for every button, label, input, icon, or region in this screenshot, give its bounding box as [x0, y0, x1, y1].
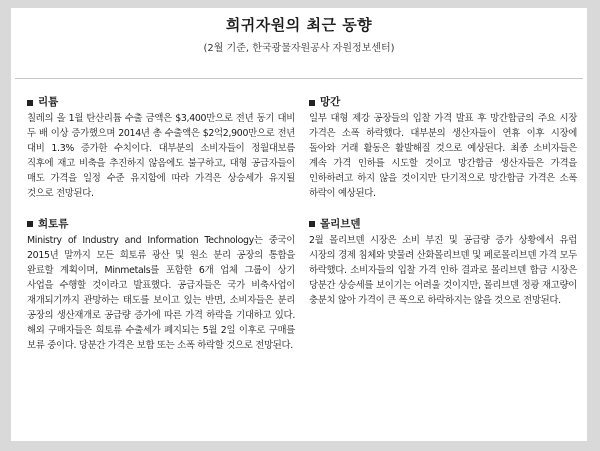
square-bullet-icon [309, 221, 315, 227]
section-title-text: 희토류 [38, 217, 69, 230]
section-body: 칠레의 올 1월 탄산리튬 수출 금액은 $3,400만으로 전년 동기 대비 두 배 이상 증가했으며 2014년 총 수출액은 $2억2,900만으로 전년 대비 1.3% 증가한 수치이다. 대부분의 소비자들이 정월대보름 직후에 재고 비축을 추진하지 않음에도 불구하고, 대형 공급자들이 매도 가격을 일정 수준 유지함에 따라 가격은 상승세가 유지될 것으로 전망된다. [27, 113, 295, 200]
section-body: Ministry of Industry and Information Technology는 중국이 2015년 말까지 모든 희토류 광산 및 원소 분리 공장의 통합을 완료할 계획이며, Minmetals를 포함한 6개 업체 그룹이 상기 사업을 수행할 것이라고 발표했다. 공급자들은 국가 비축사업이 재개되기까지 관망하는 태도를 보이고 있는 반면, 소비자들은 분리 공장의 생산재개로 공급량 증가에 따른 가격 하락을 기대하고 있다. 해외 구매자들은 희토류 수출세가 폐지되는 5월 2일 이후로 구매를 보류 중이다. 당분간 가격은 보합 또는 소폭 하락할 것으로 전망된다. [27, 234, 295, 352]
section-title [309, 216, 577, 233]
section-title-text: 리튬 [38, 96, 59, 108]
article-header [11, 8, 587, 68]
section-body: 일부 대형 제강 공장들의 입찰 가격 발표 후 망간합금의 주요 시장 가격은 소폭 하락했다. 대부분의 생산자들이 연휴 이후 시장에 돌아와 거래 활동은 활발해질 것으로 예상된다. 최종 소비자들은 계속 가격 인하를 시도할 것이고 망간합금 생산자들은 가격을 인하하려고 하지 않을 것이지만 단기적으로 망간합금 가격은 소폭 하락이 예상된다. [309, 113, 577, 200]
page-title: 희귀자원의 최근 동향 [225, 16, 373, 34]
article-frame [11, 8, 587, 441]
section-body: 2월 몰리브덴 시장은 소비 부진 및 공급량 증가 상황에서 유럽 시장의 경제 침체와 맞물려 산화몰리브덴 및 페로몰리브덴 가격 모두 하락했다. 소비자들의 입찰 가격 인하 결과로 몰리브덴 합금 시장은 당분간 상승세를 보이기는 어려울 것이지만, 몰리브덴 정광 재고량이 충분치 않아 가격이 큰 폭으로 하락하지는 않을 것으로 전망된다. [309, 234, 577, 306]
right-column [309, 94, 577, 322]
square-bullet-icon [27, 221, 33, 227]
page-subtitle: (2월 기준, 한국광물자원공사 자원정보센터) [203, 43, 395, 54]
square-bullet-icon [27, 100, 33, 106]
left-column [27, 94, 295, 367]
square-bullet-icon [309, 100, 315, 106]
section-lithium [27, 94, 295, 202]
header-divider [15, 78, 583, 79]
section-manganese [309, 94, 577, 202]
section-title-text: 몰리브덴 [320, 217, 361, 230]
section-molybdenum [309, 216, 577, 308]
section-title [27, 216, 295, 233]
section-title [27, 94, 295, 111]
section-rare-earth [27, 216, 295, 354]
section-title-text: 망간 [320, 96, 341, 108]
section-title [309, 94, 577, 111]
